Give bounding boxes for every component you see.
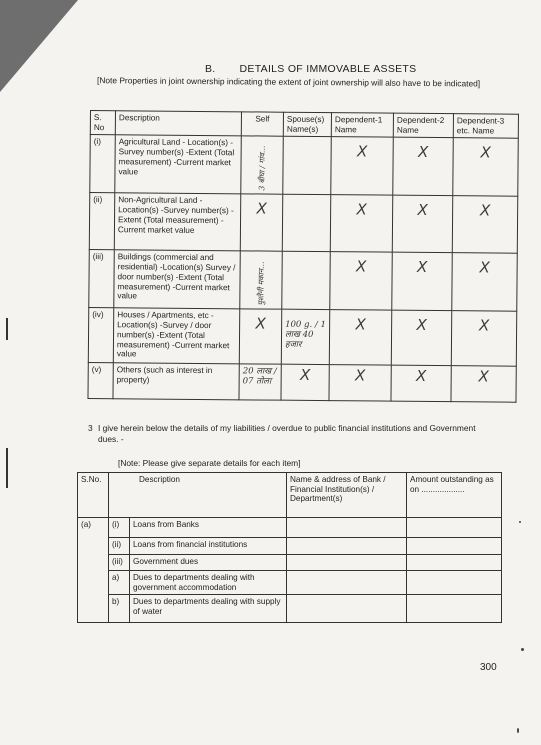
amount-cell [407,538,502,555]
header-amount: Amount outstanding as on ................... [407,473,502,518]
cross-mark: X [415,367,427,386]
cross-mark: X [256,199,267,218]
row-description: Others (such as interest in property) [113,363,239,400]
cross-mark: X [478,367,489,386]
spouse-value [282,195,330,252]
joint-ownership-note: [Note Properties in joint ownership indicating the extent of joint ownership will also have to be indicated] [96,75,481,89]
cross-mark: X [356,142,368,161]
dep3-value [452,253,518,312]
cross-mark: X [478,316,490,335]
self-value [239,364,281,400]
dep1-value [330,252,393,311]
self-value [240,194,282,251]
scan-corner-shadow [0,0,78,92]
assets-header-row [90,111,518,139]
table-row [89,193,517,254]
cross-mark: X [354,366,366,385]
spouse-value [283,137,332,195]
spouse-value [281,310,329,365]
scan-speck [517,728,519,733]
header-spouse: Spouse(s) Name(s) [283,112,331,137]
immovable-assets-table [87,110,519,403]
header-bank: Name & address of Bank / Financial Institution(s) / Department(s) [287,473,407,518]
header-description: Description [109,473,287,518]
scan-speck [521,648,524,651]
cross-mark: X [480,143,491,162]
header-dependent-2: Dependent-2 Name [393,113,453,138]
dep1-value [331,137,394,196]
row-number: (ii) [109,538,130,555]
table-row [90,135,518,197]
separate-details-note: [Note: Please give separate details for each item] [118,458,301,468]
header-self: Self [241,112,283,137]
dep1-value [329,365,391,402]
self-value [240,251,283,309]
row-label: Dues to departments dealing with government accommodation [130,571,287,595]
group-label: (a) [78,518,109,623]
row-description: Non-Agricultural Land - Location(s) -Survey number(s) -Extent (Total measurement) -Current market value [114,193,240,251]
dep1-value [330,195,392,253]
handwritten-entry: पुश्तैनी मकान… [256,261,266,306]
self-value [239,309,281,364]
amount-cell [407,571,502,595]
liab-header-row [78,473,502,518]
cross-mark: X [416,258,428,277]
header-sno: S. No [90,111,115,136]
row-label: Government dues [130,555,287,571]
amount-cell [407,518,502,538]
handwritten-entry: 20 लाख / 07 तोला [242,366,277,387]
row-description: Agricultural Land - Location(s) -Survey number(s) -Extent (Total measurement) -Current market value [115,135,242,194]
header-sno: S.No. [78,473,109,518]
table-row [78,595,502,623]
spouse-value [281,365,329,401]
dep2-value [391,366,451,403]
dep3-value [452,196,517,254]
dep2-value [392,196,452,254]
table-row [88,363,516,403]
liabilities-intro [88,423,488,444]
row-sno: (iii) [89,250,115,308]
section-heading [205,63,416,75]
amount-cell [407,555,502,571]
dep3-value [451,366,516,403]
header-dependent-1: Dependent-1 Name [331,113,393,138]
row-number: (i) [109,518,130,538]
row-number: b) [109,595,130,623]
cross-mark: X [416,316,427,335]
table-row [89,250,517,312]
bank-cell [287,538,407,555]
dep3-value [453,138,519,197]
cross-mark: X [356,200,367,219]
cross-mark: X [479,201,491,220]
row-description: Buildings (commercial and residential) -Location(s) Survey / door number(s) -Extent (Total measurement) -Current market value [114,250,241,309]
row-sno: (i) [90,135,116,193]
liabilities-table [77,472,502,623]
cross-mark: X [255,314,266,333]
table-row [78,518,502,538]
amount-cell [407,595,502,623]
cross-mark: X [417,201,428,220]
row-sno: (ii) [89,193,114,250]
page-number: 300 [480,662,497,673]
dep1-value [329,310,391,366]
dep2-value [391,311,451,367]
header-description: Description [115,111,241,137]
self-value [241,136,284,194]
dep2-value [393,138,454,197]
cross-mark: X [355,257,367,276]
row-number: a) [109,571,130,595]
dep3-value [451,311,516,367]
paragraph-text: I give herein below the details of my liabilities / overdue to public financial institutions and Government dues. - [98,423,476,444]
row-number: (iii) [109,555,130,571]
cross-mark: X [355,315,366,334]
bank-cell [287,518,407,538]
spouse-value [282,252,331,310]
bank-cell [287,571,407,595]
table-row [78,571,502,595]
row-sno: (iv) [88,308,113,363]
cross-mark: X [299,366,311,385]
table-row [78,538,502,555]
bank-cell [287,555,407,571]
row-sno: (v) [88,363,113,399]
cross-mark: X [417,143,429,162]
scan-edge-mark [6,448,8,488]
cross-mark: X [479,258,490,277]
table-row [78,555,502,571]
handwritten-entry: 3 बीघा / गांव… [257,145,267,191]
scan-speck [519,521,521,523]
section-letter: B. [205,63,216,75]
section-title: DETAILS OF IMMOVABLE ASSETS [239,63,417,75]
scan-edge-mark [6,318,8,340]
paragraph-number: 3 [88,423,93,433]
row-label: Dues to departments dealing with supply of water [130,595,287,623]
table-row [88,308,516,367]
row-description: Houses / Apartments, etc -Location(s) -Survey / door number(s) -Extent (Total measurement) -Current market value [113,308,239,364]
header-dependent-3: Dependent-3 etc. Name [453,114,518,139]
row-label: Loans from Banks [130,518,287,538]
bank-cell [287,595,407,623]
row-label: Loans from financial institutions [130,538,287,555]
dep2-value [392,253,453,312]
handwritten-entry: 100 g. / 1 लाख 40 हजार [284,320,326,351]
